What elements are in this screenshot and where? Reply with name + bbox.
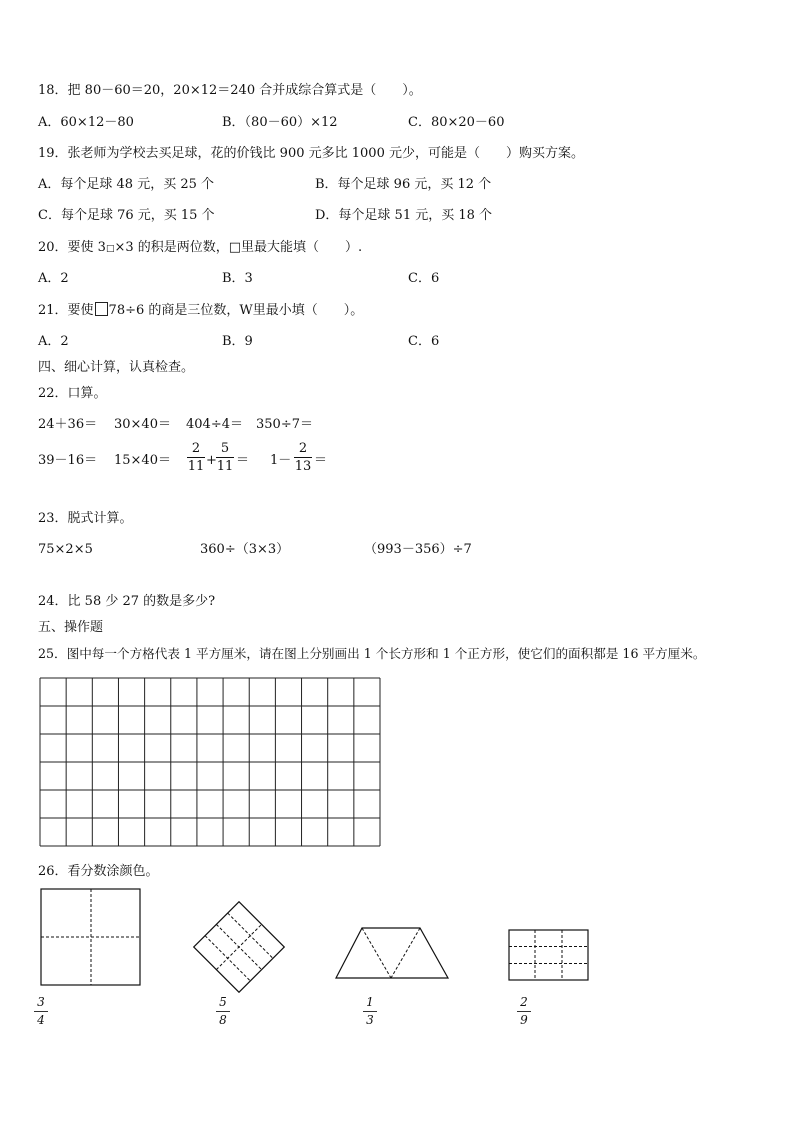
q18-option-b[interactable]: B．（80－60）×12 bbox=[222, 115, 338, 130]
q22-fraction bbox=[216, 441, 234, 474]
figure-rectangle-ninths[interactable] bbox=[508, 929, 590, 983]
figure-fraction-label bbox=[34, 996, 48, 1027]
q21-stem-post: 78÷6 的商是三位数，W里最小填（ ）。 bbox=[108, 303, 364, 318]
fraction-numerator: 3 bbox=[37, 995, 45, 1009]
q22-fraction bbox=[187, 441, 205, 474]
fraction-denominator: 8 bbox=[219, 1013, 227, 1027]
q19-option-b[interactable]: B．每个足球 96 元，买 12 个 bbox=[315, 177, 492, 192]
q20-stem-pre: 20．要使 3 bbox=[38, 240, 106, 255]
q25-stem: 25．图中每一个方格代表 1 平方厘米，请在图上分别画出 1 个长方形和 1 个正方形，使它们的面积都是 16 平方厘米。 bbox=[38, 646, 706, 661]
q23-item: （993－356）÷7 bbox=[364, 542, 472, 557]
fraction-numerator: 5 bbox=[219, 995, 227, 1009]
fraction-denominator: 4 bbox=[37, 1013, 45, 1027]
q21-option-b[interactable]: B．9 bbox=[222, 334, 253, 349]
fraction-denominator: 11 bbox=[216, 459, 234, 474]
q19-option-a[interactable]: A．每个足球 48 元，买 25 个 bbox=[38, 177, 215, 192]
q23-title: 23．脱式计算。 bbox=[38, 511, 133, 526]
q18-stem: 18．把 80－60＝20，20×12＝240 合并成综合算式是（ ）。 bbox=[38, 83, 422, 98]
q19-option-d[interactable]: D．每个足球 51 元，买 18 个 bbox=[315, 208, 493, 223]
q21-option-c[interactable]: C．6 bbox=[408, 334, 440, 349]
fraction-denominator: 11 bbox=[187, 459, 205, 474]
fraction-denominator: 3 bbox=[366, 1013, 374, 1027]
fraction-denominator: 9 bbox=[520, 1013, 528, 1027]
q19-option-c[interactable]: C．每个足球 76 元，买 15 个 bbox=[38, 208, 215, 223]
q22-item: 39－16＝ bbox=[38, 453, 98, 468]
q24-stem: 24．比 58 少 27 的数是多少? bbox=[38, 594, 216, 609]
q20-option-a[interactable]: A．2 bbox=[38, 271, 69, 286]
q20-option-c[interactable]: C．6 bbox=[408, 271, 440, 286]
blank-box-icon bbox=[95, 302, 108, 316]
fraction-denominator: 13 bbox=[294, 459, 312, 474]
figure-fraction-label bbox=[216, 996, 230, 1027]
q20-option-b[interactable]: B．3 bbox=[222, 271, 253, 286]
q22-item: 15×40＝ bbox=[114, 453, 171, 468]
fraction-numerator: 2 bbox=[298, 441, 308, 456]
q18-option-c[interactable]: C．80×20－60 bbox=[408, 115, 505, 130]
q20-box-glyph: □ bbox=[105, 244, 115, 254]
section-4-heading: 四、细心计算，认真检查。 bbox=[38, 360, 195, 375]
q21-option-a[interactable]: A．2 bbox=[38, 334, 69, 349]
figure-square-quarters[interactable] bbox=[40, 888, 142, 988]
q22-fraction bbox=[294, 441, 312, 474]
q20-stem bbox=[38, 240, 362, 257]
equals-sign: ＝ bbox=[314, 453, 328, 468]
q18-option-a[interactable]: A．60×12－80 bbox=[38, 115, 134, 130]
fraction-numerator: 1 bbox=[366, 995, 374, 1009]
q20-stem-post: ×3 的积是两位数，□里最大能填（ ）. bbox=[114, 240, 363, 255]
plus-sign: + bbox=[206, 453, 217, 468]
q22-item: 404÷4＝ bbox=[186, 417, 243, 432]
q21-stem bbox=[38, 302, 363, 319]
q23-item: 75×2×5 bbox=[38, 542, 93, 557]
q26-title: 26．看分数涂颜色。 bbox=[38, 864, 159, 879]
fraction-numerator: 5 bbox=[220, 441, 230, 456]
q22-item: 30×40＝ bbox=[114, 417, 171, 432]
q19-stem: 19．张老师为学校去买足球，花的价钱比 900 元多比 1000 元少，可能是（ ）购买方案。 bbox=[38, 146, 584, 161]
q23-item: 360÷（3×3） bbox=[200, 542, 290, 557]
figure-fraction-label bbox=[517, 996, 531, 1027]
q22-item: 350÷7＝ bbox=[256, 417, 313, 432]
square-grid[interactable] bbox=[39, 677, 381, 847]
fraction-numerator: 2 bbox=[520, 995, 528, 1009]
figure-trapezoid-thirds[interactable] bbox=[334, 926, 450, 980]
one-minus: 1－ bbox=[270, 453, 292, 468]
q21-stem-pre: 21．要使 bbox=[38, 303, 94, 318]
figure-diamond-eighths[interactable] bbox=[193, 901, 285, 993]
fraction-numerator: 2 bbox=[191, 441, 201, 456]
figure-fraction-label bbox=[363, 996, 377, 1027]
q22-item: 24＋36＝ bbox=[38, 417, 98, 432]
section-5-heading: 五、操作题 bbox=[38, 620, 104, 635]
q22-title: 22．口算。 bbox=[38, 386, 107, 401]
equals-sign: ＝ bbox=[236, 453, 250, 468]
